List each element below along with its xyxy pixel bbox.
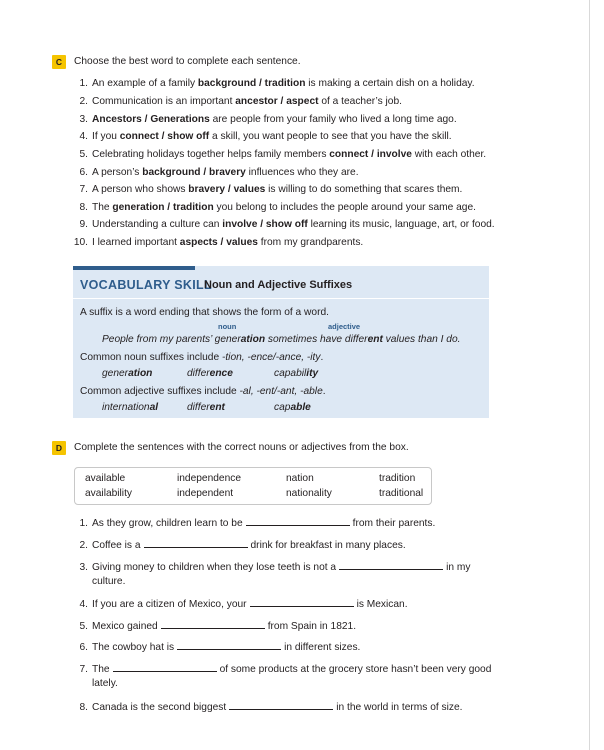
word-choice[interactable]: generation / tradition bbox=[112, 202, 214, 213]
word-choice[interactable]: connect / show off bbox=[119, 131, 210, 142]
word-choice[interactable]: background / bravery bbox=[142, 167, 246, 178]
noun-example: capability bbox=[274, 368, 319, 379]
word-box-item: independence bbox=[177, 473, 242, 484]
list-item: 1. An example of a family background / tradition is making a certain dish on a holiday. bbox=[79, 78, 475, 89]
list-item: 3. Ancestors / Generations are people from your family who lived a long time ago. bbox=[79, 114, 457, 125]
list-item: 10. I learned important aspects / values from my grandparents. bbox=[73, 237, 364, 248]
word-choice[interactable]: bravery / values bbox=[188, 184, 266, 195]
list-item: 7. A person who shows bravery / values is willing to do something that scares them. bbox=[79, 184, 463, 195]
word-choice[interactable]: ancestor / aspect bbox=[235, 96, 319, 107]
list-item: 9. Understanding a culture can involve / show off learning its music, language, art, or food. bbox=[79, 219, 495, 230]
list-item: 8. The generation / tradition you belong to includes the people around your same age. bbox=[79, 202, 476, 213]
page-margin-rule bbox=[589, 0, 590, 750]
word-box-item: available bbox=[85, 473, 126, 484]
word-box-item: traditional bbox=[379, 488, 424, 499]
list-item-continuation: lately. bbox=[92, 678, 118, 689]
list-item: 6. The cowboy hat is in different sizes. bbox=[79, 642, 361, 653]
section-d-badge: D bbox=[52, 441, 66, 455]
answer-blank[interactable] bbox=[250, 597, 354, 607]
vocab-title: VOCABULARY SKILL bbox=[80, 278, 212, 292]
list-item: 6. A person’s background / bravery influences who they are. bbox=[79, 167, 359, 178]
list-item: 7. The of some products at the grocery store hasn’t been very good bbox=[79, 664, 492, 675]
vocab-accent-bar bbox=[73, 266, 195, 270]
list-item: 5. Mexico gained from Spain in 1821. bbox=[79, 621, 357, 632]
list-item: 4. If you are a citizen of Mexico, your is Mexican. bbox=[79, 599, 408, 610]
adjective-example: different bbox=[187, 402, 225, 413]
noun-example: difference bbox=[187, 368, 233, 379]
noun-suffix-line: Common noun suffixes include -tion, -ence/-ance, -ity. bbox=[80, 352, 324, 363]
adjective-tag: adjective bbox=[328, 322, 361, 331]
list-item: 5. Celebrating holidays together helps family members connect / involve with each other. bbox=[79, 149, 487, 160]
section-c-instruction: Choose the best word to complete each sentence. bbox=[74, 56, 301, 67]
answer-blank[interactable] bbox=[113, 662, 217, 672]
word-box bbox=[74, 467, 432, 505]
answer-blank[interactable] bbox=[177, 640, 281, 650]
adjective-example: international bbox=[102, 402, 159, 413]
noun-tag: noun bbox=[218, 322, 237, 331]
word-box-item: tradition bbox=[379, 473, 416, 484]
vocab-subtitle: Noun and Adjective Suffixes bbox=[204, 279, 353, 291]
answer-blank[interactable] bbox=[144, 538, 248, 548]
list-item: 2. Coffee is a drink for breakfast in many places. bbox=[79, 540, 406, 551]
list-item: 4. If you connect / show off a skill, you want people to see that you have the skill. bbox=[79, 131, 452, 142]
word-box-item: availability bbox=[85, 488, 132, 499]
vocabulary-skill-box bbox=[73, 266, 489, 418]
answer-blank[interactable] bbox=[229, 700, 333, 710]
word-choice[interactable]: aspects / values bbox=[179, 237, 258, 248]
word-choice[interactable]: Ancestors / Generations bbox=[92, 114, 210, 125]
vocab-example-sentence: People from my parents’ generation sometimes have different values than I do. bbox=[102, 334, 461, 345]
list-item: 3. Giving money to children when they lose teeth is not a in my bbox=[79, 562, 471, 573]
answer-blank[interactable] bbox=[161, 619, 265, 629]
answer-blank[interactable] bbox=[246, 516, 350, 526]
word-box-item: independent bbox=[177, 488, 234, 499]
vocab-divider bbox=[73, 298, 489, 299]
list-item: 1. As they grow, children learn to be from their parents. bbox=[79, 518, 436, 529]
answer-blank[interactable] bbox=[339, 560, 443, 570]
section-d-instruction: Complete the sentences with the correct nouns or adjectives from the box. bbox=[74, 442, 409, 453]
adjective-suffix-line: Common adjective suffixes include -al, -ent/-ant, -able. bbox=[80, 386, 326, 397]
word-choice[interactable]: background / tradition bbox=[197, 78, 306, 89]
word-choice[interactable]: connect / involve bbox=[329, 149, 412, 160]
word-box-item: nationality bbox=[286, 488, 332, 499]
list-item-continuation: culture. bbox=[92, 576, 126, 587]
vocab-definition: A suffix is a word ending that shows the form of a word. bbox=[80, 307, 329, 318]
list-item: 2. Communication is an important ancestor / aspect of a teacher’s job. bbox=[79, 96, 402, 107]
word-box-item: nation bbox=[286, 473, 314, 484]
section-c-badge: C bbox=[52, 55, 66, 69]
word-choice[interactable]: involve / show off bbox=[222, 219, 308, 230]
noun-example: generation bbox=[102, 368, 153, 379]
adjective-example: capable bbox=[274, 402, 311, 413]
list-item: 8. Canada is the second biggest in the world in terms of size. bbox=[79, 702, 463, 713]
